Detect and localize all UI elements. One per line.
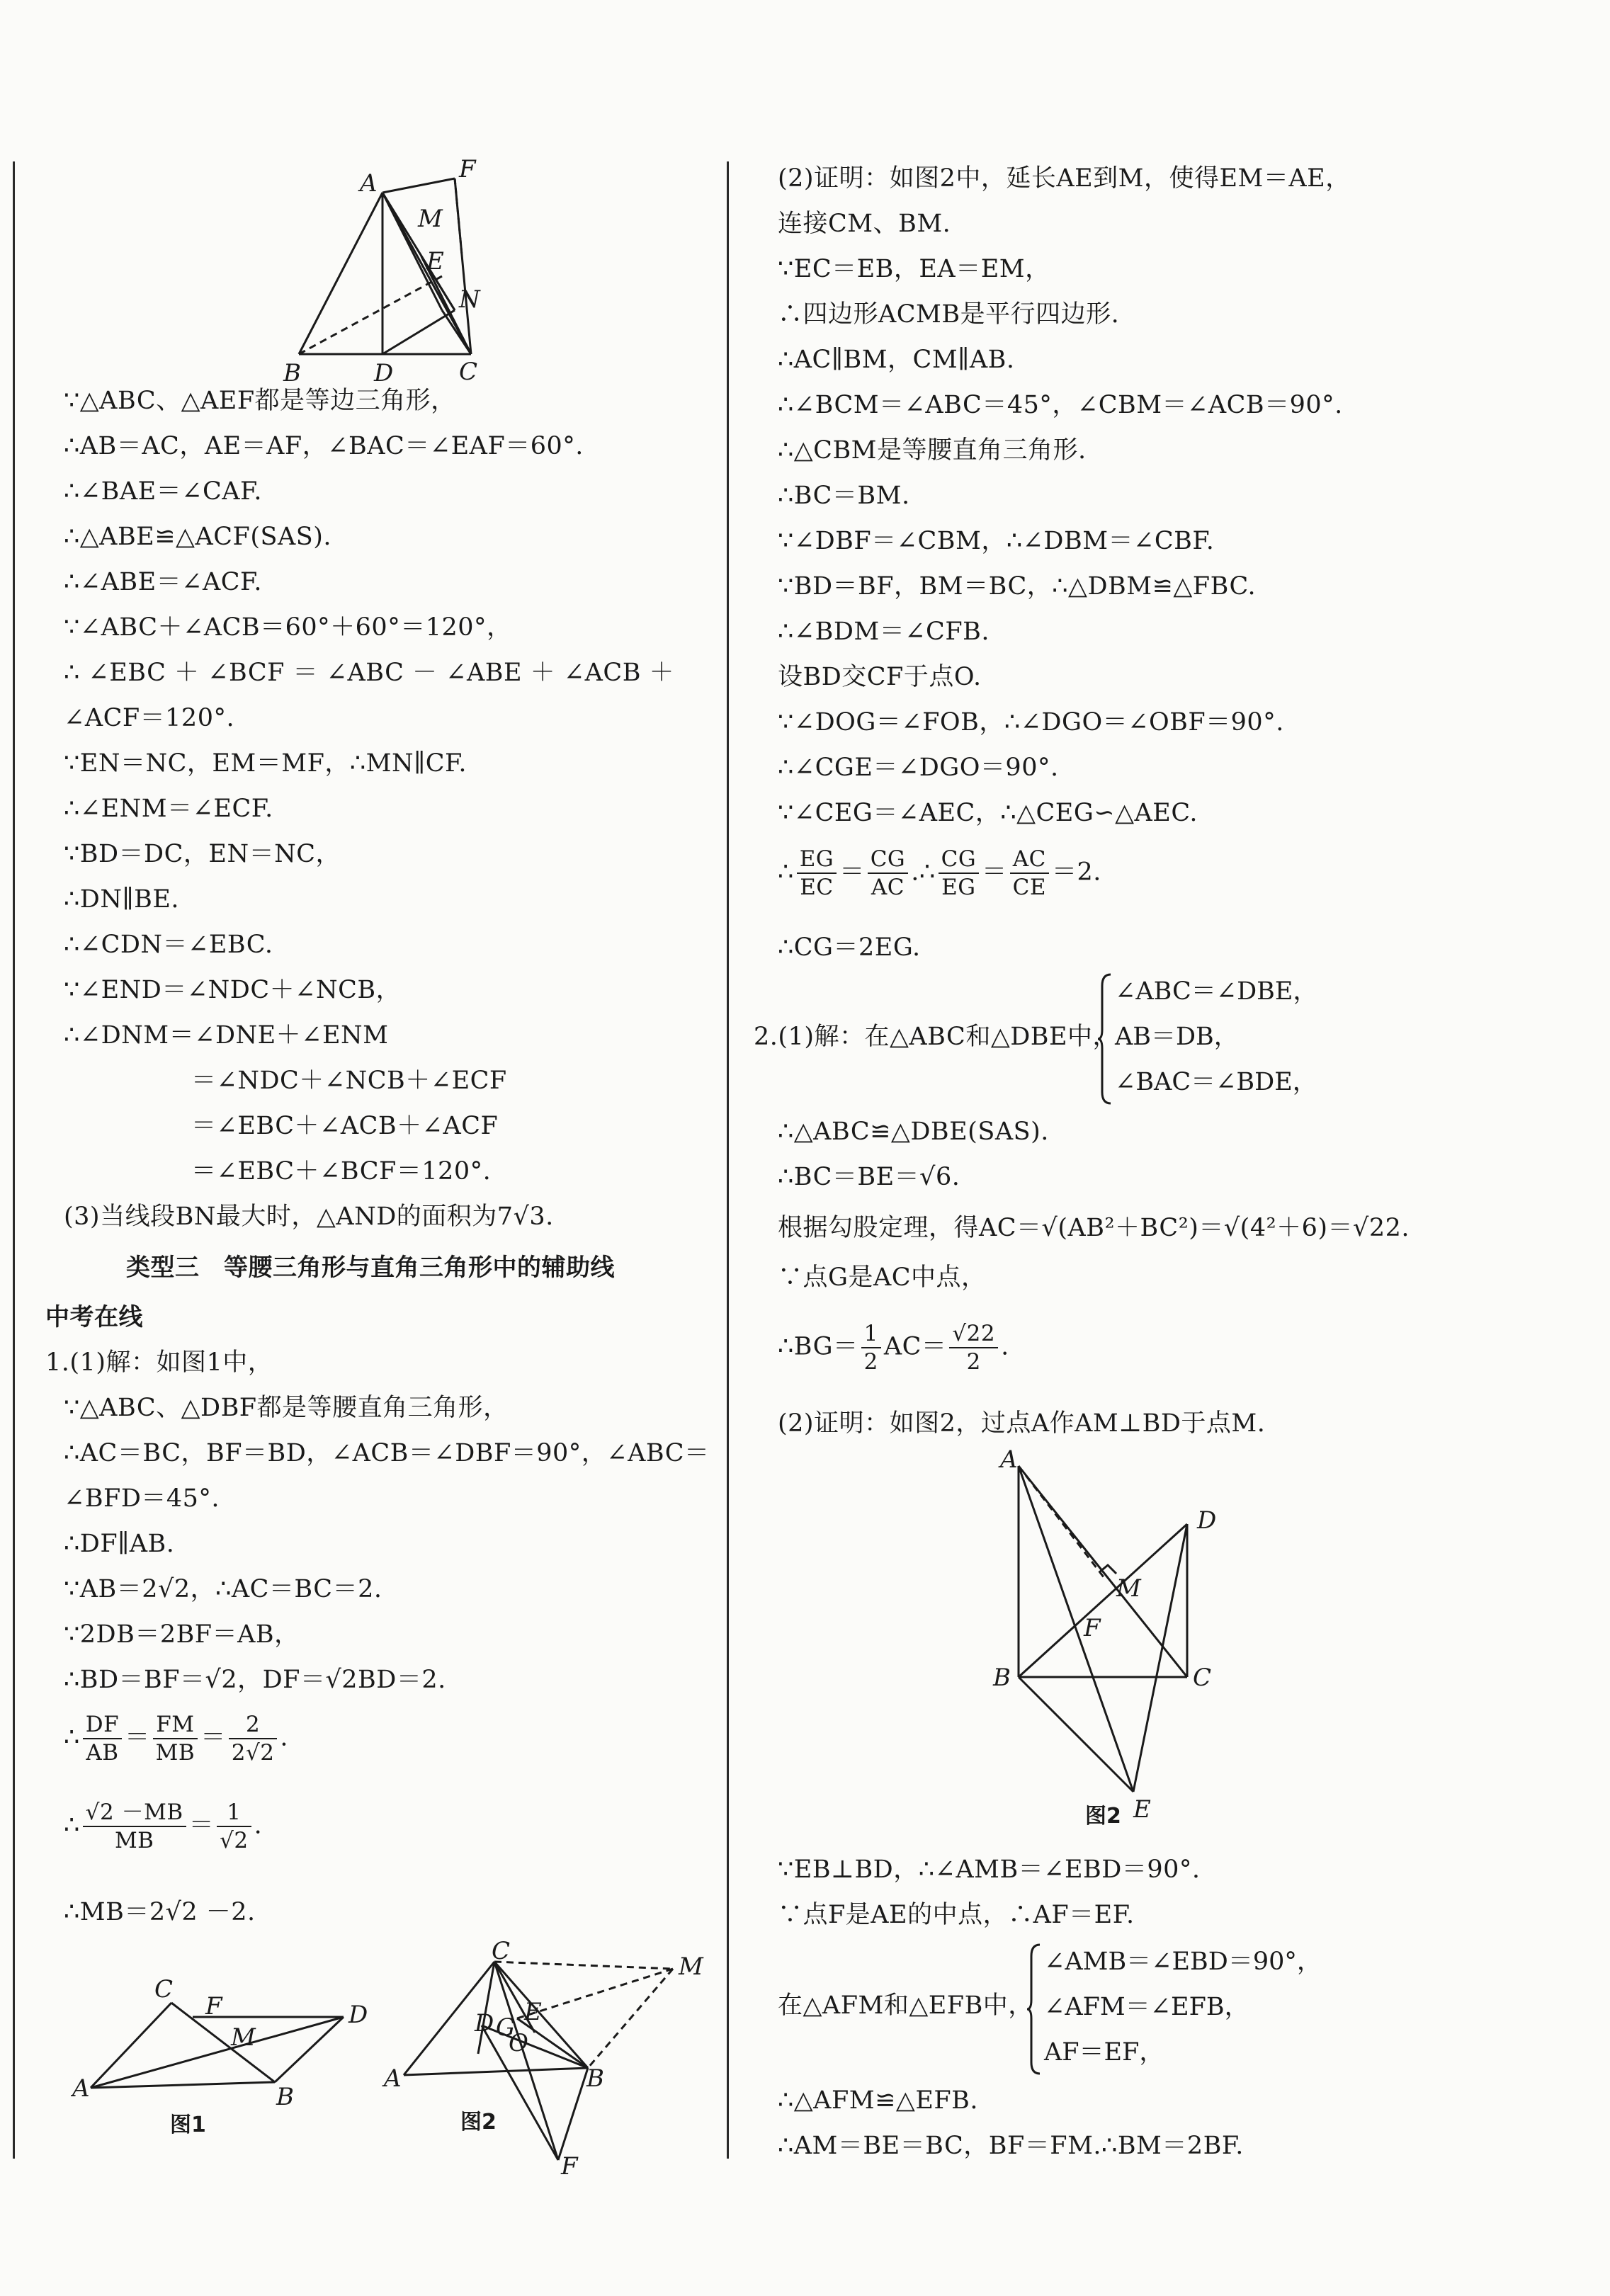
frac-prefix: ∴BG＝ — [778, 1332, 858, 1361]
fraction — [868, 846, 908, 901]
fraction-line — [64, 1799, 262, 1854]
q2-brace — [1096, 972, 1380, 1106]
numerator: EG — [797, 846, 837, 874]
text-line: ∴∠CDN＝∠EBC. — [64, 931, 273, 959]
text-line: ∵∠DOG＝∠FOB，∴∠DGO＝∠OBF＝90°. — [778, 708, 1284, 737]
fig-label-E: E — [426, 247, 444, 275]
text-line: ∴△ABC≌△DBE(SAS). — [778, 1118, 1049, 1146]
text-line: ∴∠DNM＝∠DNE＋∠ENM — [64, 1021, 389, 1050]
text-line: ∵△ABC、△AEF都是等边三角形， — [64, 387, 456, 415]
left-margin-rule — [13, 161, 15, 2159]
fig-label-D: D — [374, 359, 394, 387]
text-line: (2)证明：如图2，过点A作AM⊥BD于点M. — [778, 1409, 1266, 1438]
text-line: ∵EC＝EB，EA＝EM， — [778, 255, 1050, 283]
q3-prefix: 在△AFM和△EFB中， — [778, 1991, 1033, 2020]
text-line: ∵AB＝2√2，∴AC＝BC＝2. — [64, 1575, 382, 1603]
frac-prefix: ∴ — [778, 858, 794, 887]
denominator: 2 — [863, 1349, 878, 1375]
frac-mid: .∴ — [911, 858, 936, 887]
text-line: ∵∠CEG＝∠AEC，∴△CEG∽△AEC. — [778, 799, 1198, 827]
fig-label-F: F — [459, 156, 476, 183]
fig1-label-A: A — [72, 2074, 90, 2103]
text-line: ∠BFD＝45°. — [64, 1484, 220, 1513]
section-title: 类型三 等腰三角形与直角三角形中的辅助线 — [126, 1254, 615, 1282]
text-line: ∴△ABE≌△ACF(SAS). — [64, 523, 331, 551]
fraction-line — [778, 1320, 1009, 1375]
fig1-label-D: D — [348, 2001, 368, 2029]
equals: ＝ — [982, 858, 1007, 887]
text-line: ＝∠NDC＋∠NCB＋∠ECF — [191, 1067, 507, 1095]
text-line: (2)证明：如图2中，延长AE到M，使得EM＝AE， — [778, 164, 1351, 193]
subhead: 中考在线 — [45, 1303, 143, 1331]
text-line: ∵∠ABC＋∠ACB＝60°＋60°＝120°， — [64, 613, 512, 642]
frac-mid: AC＝ — [883, 1332, 947, 1361]
fig1-label-B: B — [276, 2083, 294, 2111]
fig1-caption: 图1 — [170, 2113, 206, 2137]
text-line: ∴△CBM是等腰直角三角形. — [778, 436, 1087, 465]
fig2-caption: 图2 — [460, 2110, 497, 2135]
fig2-label-F: F — [561, 2152, 578, 2181]
text-line: ∴四边形ACMB是平行四边形. — [778, 300, 1120, 329]
fraction — [939, 846, 979, 901]
text-line: ∴∠ABE＝∠ACF. — [64, 568, 262, 596]
text-line: ∵EN＝NC，EM＝MF，∴MN∥CF. — [64, 749, 467, 778]
figure-2-right — [977, 1445, 1232, 1827]
denominator: AC — [871, 875, 905, 900]
text-line: ∠ACF＝120°. — [64, 704, 235, 732]
text-line: ∴∠BCM＝∠ABC＝45°，∠CBM＝∠ACB＝90°. — [778, 391, 1343, 419]
text-line: ∴ ∠EBC ＋ ∠BCF ＝ ∠ABC － ∠ABE ＋ ∠ACB ＋ — [64, 659, 675, 687]
fraction — [83, 1799, 186, 1854]
denominator: EG — [941, 875, 976, 900]
fig3-caption: 图2 — [1085, 1804, 1121, 1827]
brace-icon — [1096, 972, 1112, 1106]
numerator: √22 — [949, 1320, 998, 1348]
fig-label-M: M — [418, 205, 443, 233]
text-line: ∴BC＝BM. — [778, 482, 910, 510]
text-line: ∵点G是AC中点， — [778, 1263, 987, 1292]
fig3-label-F: F — [1084, 1614, 1101, 1642]
denominator: √2 — [220, 1828, 249, 1853]
text-line: 设BD交CF于点O. — [778, 663, 982, 691]
numerator: DF — [83, 1711, 122, 1739]
text-line: ∴AC＝BC，BF＝BD，∠ACB＝∠DBF＝90°，∠ABC＝ — [64, 1439, 710, 1467]
column-divider — [727, 161, 729, 2159]
text-line: ∴BD＝BF＝√2，DF＝√2BD＝2. — [64, 1666, 446, 1694]
text-line: 连接CM、BM. — [778, 210, 951, 238]
text-line: ∴DN∥BE. — [64, 885, 180, 914]
denominator: MB — [155, 1740, 195, 1766]
brace-line: ∠BAC＝∠BDE， — [1115, 1068, 1317, 1096]
fig1-label-F: F — [205, 1992, 222, 2021]
fraction — [83, 1711, 122, 1766]
text-line: ∵点F是AE的中点，∴AF＝EF. — [778, 1901, 1135, 1929]
fig-label-N: N — [459, 285, 480, 314]
fig-label-A: A — [360, 169, 378, 198]
text-line: ＝∠EBC＋∠ACB＋∠ACF — [191, 1112, 499, 1140]
brace-icon — [1026, 1942, 1041, 2076]
text-line: ＝∠EBC＋∠BCF＝120°. — [191, 1157, 492, 1186]
text-line: ∵BD＝DC，EN＝NC， — [64, 840, 341, 868]
denominator: 2√2 — [231, 1740, 275, 1766]
equals: ＝ — [200, 1723, 226, 1752]
text-line: ∴∠BAE＝∠CAF. — [64, 477, 262, 506]
numerator: CG — [868, 846, 908, 874]
numerator: 1 — [861, 1320, 881, 1348]
numerator: 2 — [229, 1711, 278, 1739]
text-line: ∵∠DBF＝∠CBM，∴∠DBM＝∠CBF. — [778, 527, 1215, 555]
fig3-label-D: D — [1197, 1506, 1217, 1535]
denominator: MB — [114, 1828, 154, 1853]
text-line: 1.(1)解：如图1中， — [45, 1348, 273, 1377]
equals: ＝ — [188, 1811, 215, 1840]
fig3-label-B: B — [993, 1664, 1011, 1692]
equals: ＝ — [839, 858, 865, 887]
numerator: FM — [153, 1711, 198, 1739]
fig2-label-C: C — [492, 1940, 511, 1965]
fig1-label-M: M — [231, 2023, 256, 2052]
fig2-label-E: E — [524, 1998, 542, 2026]
brace-line: ∠ABC＝∠DBE， — [1115, 977, 1318, 1006]
fraction-line — [778, 846, 1101, 901]
brace-line: AB＝DB， — [1115, 1023, 1239, 1051]
fraction — [861, 1320, 881, 1375]
denominator: CE — [1012, 875, 1046, 900]
numerator: AC — [1010, 846, 1049, 874]
text-line: ∵2DB＝2BF＝AB， — [64, 1620, 300, 1649]
brace-line: ∠AFM＝∠EFB， — [1044, 1993, 1249, 2021]
fig-label-B: B — [283, 359, 301, 387]
frac-suffix: . — [254, 1811, 263, 1840]
frac-prefix: ∴ — [64, 1811, 80, 1840]
fig3-label-A: A — [1000, 1445, 1018, 1474]
text-line: ∵BD＝BF，BM＝BC，∴△DBM≌△FBC. — [778, 572, 1257, 601]
numerator: 1 — [217, 1799, 251, 1827]
brace-line: ∠AMB＝∠EBD＝90°， — [1044, 1948, 1322, 1976]
text-line: ∴∠CGE＝∠DGO＝90°. — [778, 754, 1059, 782]
fraction-line — [64, 1711, 288, 1766]
denominator: EC — [800, 875, 834, 900]
equals: ＝ — [125, 1723, 150, 1752]
text-line: ∴BC＝BE＝√6. — [778, 1163, 960, 1191]
frac-suffix: . — [280, 1723, 289, 1752]
figure-2-left — [375, 1940, 708, 2181]
fig3-label-E: E — [1133, 1795, 1151, 1824]
text-line: ∴DF∥AB. — [64, 1530, 175, 1558]
text-line: ∴MB＝2√2 －2. — [64, 1898, 256, 1926]
fig2-label-D: D — [475, 2009, 494, 2038]
fig-label-C: C — [459, 358, 478, 386]
fig3-label-C: C — [1193, 1664, 1212, 1692]
numerator: √2 －MB — [83, 1799, 186, 1827]
text-line: ∵△ABC、△DBF都是等腰直角三角形， — [64, 1394, 509, 1422]
text-line: ∴∠BDM＝∠CFB. — [778, 618, 990, 646]
fraction — [153, 1711, 198, 1766]
brace-line: AF＝EF， — [1044, 2038, 1164, 2067]
fig2-label-M: M — [679, 1953, 703, 1981]
fig2-label-B: B — [586, 2064, 604, 2093]
fraction — [949, 1320, 998, 1375]
denominator: AB — [86, 1740, 119, 1766]
denominator: 2 — [966, 1349, 981, 1375]
fig3-label-M: M — [1116, 1574, 1141, 1603]
frac-prefix: ∴ — [64, 1723, 80, 1752]
text-line: ∴CG＝2EG. — [778, 933, 921, 962]
figure-equilateral — [269, 156, 510, 390]
text-line: ∴△AFM≌△EFB. — [778, 2086, 979, 2115]
numerator: CG — [939, 846, 979, 874]
frac-suffix: ＝2. — [1051, 858, 1101, 887]
q2-prefix: 2.(1)解：在△ABC和△DBE中， — [754, 1023, 1118, 1051]
fraction — [229, 1711, 278, 1766]
text-line: ∴∠ENM＝∠ECF. — [64, 795, 273, 823]
text-line: 根据勾股定理，得AC＝√(AB²＋BC²)＝√(4²＋6)＝√22. — [778, 1214, 1410, 1242]
fig2-label-O: O — [509, 2029, 528, 2057]
fig2-label-A: A — [384, 2064, 402, 2093]
text-line: ∴AB＝AC，AE＝AF，∠BAC＝∠EAF＝60°. — [64, 432, 584, 460]
frac-suffix: . — [1001, 1332, 1009, 1361]
fig1-label-C: C — [154, 1975, 174, 2004]
text-line: ∵EB⊥BD，∴∠AMB＝∠EBD＝90°. — [778, 1855, 1201, 1884]
text-line: ∴AC∥BM，CM∥AB. — [778, 346, 1015, 374]
q3-brace — [1026, 1942, 1344, 2076]
fraction — [797, 846, 837, 901]
fraction — [1010, 846, 1049, 901]
text-line: ∵∠END＝∠NDC＋∠NCB， — [64, 976, 402, 1004]
fig2-label-G: G — [496, 2013, 516, 2042]
text-line: ∴AM＝BE＝BC，BF＝FM.∴BM＝2BF. — [778, 2132, 1244, 2160]
figure-1 — [71, 1955, 375, 2139]
fraction — [217, 1799, 251, 1854]
text-line: (3)当线段BN最大时，△AND的面积为7√3. — [64, 1203, 554, 1231]
